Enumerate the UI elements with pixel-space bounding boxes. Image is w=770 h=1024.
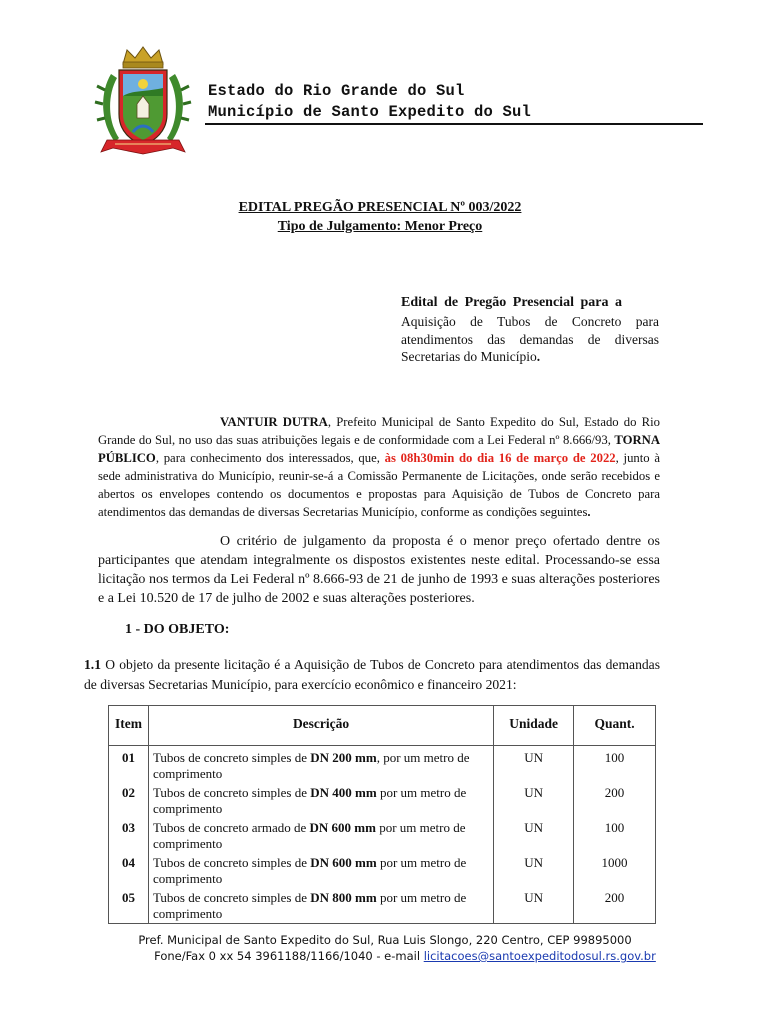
item-unit: UN <box>494 853 574 888</box>
municipality-name: Município de Santo Expedito do Sul <box>208 103 532 121</box>
table-row <box>109 818 656 853</box>
intro-paragraph <box>98 413 660 521</box>
item-quantity: 200 <box>574 888 656 924</box>
items-table <box>108 705 656 924</box>
item-quantity: 200 <box>574 783 656 818</box>
intro-text-3: , junto à sede administrativa do Município, reunir-se-á a Comissão Permanente de Licitações, onde serão recebidos e abertos os envelopes contendo os documentos e propostas para Aquisição de Tubos de Concreto para atendimentos das demandas de diversas Secretarias Município, conforme as condições seguintes <box>98 451 660 519</box>
desc-post: por um metro de comprimento <box>152 890 467 921</box>
email-link[interactable]: licitacoes@santoexpeditodosul.rs.gov.br <box>423 949 656 963</box>
intro-period: . <box>587 505 591 519</box>
summary-heading: Edital de Pregão Presencial para a <box>401 295 622 310</box>
item-description <box>148 746 493 784</box>
summary-body <box>401 313 659 366</box>
summary-period: . <box>536 349 541 364</box>
item-description <box>148 783 493 818</box>
desc-dn: DN 800 mm <box>310 890 377 905</box>
desc-dn: DN 600 mm <box>310 855 377 870</box>
desc-post: por um metro de comprimento <box>152 855 467 886</box>
session-date: às 08h30min do dia 16 de março de 2022 <box>384 451 616 465</box>
desc-post: , por um metro de comprimento <box>152 750 470 781</box>
clause-text: O objeto da presente licitação é a Aquisição de Tubos de Concreto para atendimentos das demandas de diversas Secretarias Município, para exercício econômico e financeiro 2021: <box>84 657 660 692</box>
section-objeto-text <box>84 655 660 695</box>
state-name: Estado do Rio Grande do Sul <box>208 82 465 100</box>
table-row <box>109 783 656 818</box>
item-description <box>148 888 493 924</box>
desc-pre: Tubos de concreto armado de <box>152 820 310 835</box>
item-unit: UN <box>494 783 574 818</box>
footer-address: Pref. Municipal de Santo Expedito do Sul, Rua Luis Slongo, 220 Centro, CEP 99895000 <box>138 933 632 947</box>
table-header-row <box>109 706 656 746</box>
col-header-item: Item <box>109 706 149 746</box>
desc-post: por um metro de comprimento <box>152 785 467 816</box>
item-description <box>148 818 493 853</box>
municipal-coat-of-arms <box>93 44 193 160</box>
desc-pre: Tubos de concreto simples de <box>152 890 311 905</box>
summary-text: Aquisição de Tubos de Concreto para atendimentos das demandas de diversas Secretarias do Município <box>401 314 659 364</box>
mayor-name: VANTUIR DUTRA <box>220 415 328 429</box>
item-unit: UN <box>494 818 574 853</box>
footer-phone: Fone/Fax 0 xx 54 3961188/1166/1040 - e-mail <box>154 949 424 963</box>
item-unit: UN <box>494 746 574 784</box>
desc-pre: Tubos de concreto simples de <box>152 750 311 765</box>
item-description <box>148 853 493 888</box>
table-row <box>109 888 656 924</box>
item-number: 04 <box>109 853 149 888</box>
header-divider <box>205 123 703 125</box>
col-header-quantity: Quant. <box>574 706 656 746</box>
desc-dn: DN 600 mm <box>309 820 376 835</box>
judgement-type: Tipo de Julgamento: Menor Preço <box>277 219 483 234</box>
item-number: 01 <box>109 746 149 784</box>
section-objeto-heading: 1 - DO OBJETO: <box>125 622 230 637</box>
item-quantity: 1000 <box>574 853 656 888</box>
torna-publico: TORNA PÚBLICO <box>98 433 660 465</box>
table-row <box>109 746 656 784</box>
intro-text-1: , Prefeito Municipal de Santo Expedito do Sul, Estado do Rio Grande do Sul, no uso das suas atribuições legais e de conformidade com a Lei Federal nº 8.666/93, <box>98 415 660 447</box>
table-row <box>109 853 656 888</box>
item-unit: UN <box>494 888 574 924</box>
intro-text-2: , para conhecimento dos interessados, que, <box>155 451 385 465</box>
item-number: 05 <box>109 888 149 924</box>
edital-title: EDITAL PREGÃO PRESENCIAL Nº 003/2022 <box>238 200 522 215</box>
col-header-unit: Unidade <box>494 706 574 746</box>
clause-number: 1.1 <box>84 657 101 672</box>
item-quantity: 100 <box>574 746 656 784</box>
item-quantity: 100 <box>574 818 656 853</box>
item-number: 02 <box>109 783 149 818</box>
item-number: 03 <box>109 818 149 853</box>
desc-post: por um metro de comprimento <box>152 820 466 851</box>
col-header-description: Descrição <box>148 706 493 746</box>
desc-pre: Tubos de concreto simples de <box>152 855 311 870</box>
desc-dn: DN 200 mm <box>310 750 377 765</box>
criterio-paragraph: O critério de julgamento da proposta é o menor preço ofertado dentre os participantes que atendam integralmente os dispostos existentes neste edital. Processando-se essa licitação nos termos da Lei Federal nº 8.666-93 de 21 de junho de 1993 e suas alterações posteriores e a Lei 10.520 de 17 de julho de 2002 e suas alterações posteriores. <box>98 534 660 606</box>
desc-pre: Tubos de concreto simples de <box>152 785 311 800</box>
desc-dn: DN 400 mm <box>310 785 377 800</box>
footer-contact <box>0 948 770 964</box>
